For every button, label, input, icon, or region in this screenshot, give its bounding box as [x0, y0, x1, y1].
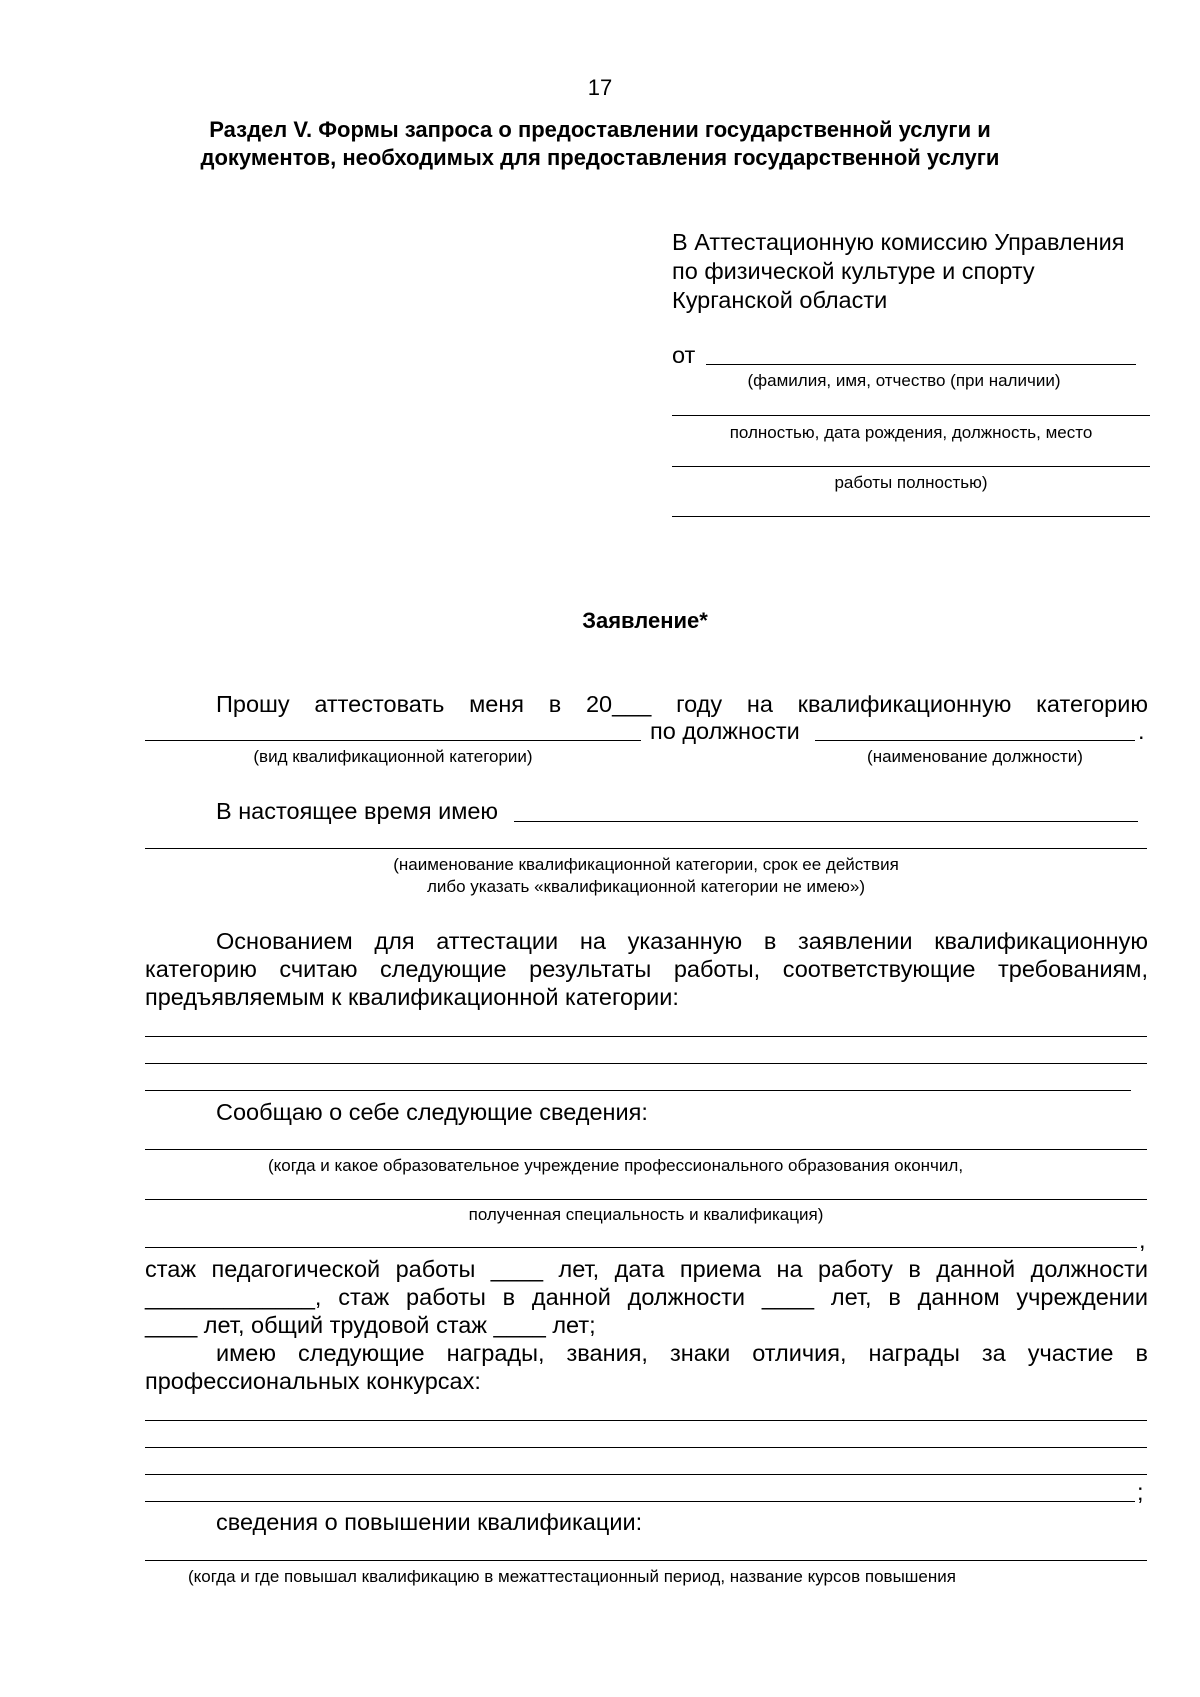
section-title-line2: документов, необходимых для предоставления государственной услуги: [200, 145, 1000, 170]
position-blank[interactable]: [815, 740, 1135, 741]
grounds-blank-2[interactable]: [145, 1063, 1147, 1064]
awards-blank-3[interactable]: [145, 1474, 1147, 1475]
request-line1: Прошу аттестовать меня в 20___ году на квалификационную категорию: [216, 691, 1148, 717]
hint-category: (вид квалификационной категории): [253, 747, 533, 766]
grounds-blank-1[interactable]: [145, 1036, 1147, 1037]
addressee-line1: В Аттестационную комиссию Управления: [672, 229, 1125, 255]
addressee-line2: по физической культуре и спорту: [672, 258, 1035, 284]
qualification-label: сведения о повышении квалификации:: [216, 1509, 643, 1535]
addressee-line3: Курганской области: [672, 287, 888, 313]
experience-line1: стаж педагогической работы ____ лет, дата приема на работу в данной должности: [145, 1256, 1148, 1282]
awards-semicolon: ;: [1137, 1479, 1144, 1505]
grounds-line1: Основанием для аттестации на указанную в заявлении квалификационную: [216, 928, 1148, 954]
request-period: .: [1138, 718, 1145, 744]
about-comma: ,: [1139, 1227, 1146, 1253]
awards-line1: имею следующие награды, звания, знаки отличия, награды за участие в: [216, 1340, 1148, 1366]
current-blank-2[interactable]: [145, 848, 1147, 849]
from-line-3[interactable]: [672, 466, 1150, 467]
from-name-blank[interactable]: [706, 364, 1136, 365]
grounds-line2: категорию считаю следующие результаты работы, соответствующие требованиям,: [145, 956, 1148, 982]
about-blank-1[interactable]: [145, 1149, 1147, 1150]
about-hint-2: полученная специальность и квалификация): [468, 1205, 824, 1224]
from-label: от: [672, 342, 696, 368]
awards-line2: профессиональных конкурсах:: [145, 1368, 481, 1394]
qualification-blank[interactable]: [145, 1560, 1147, 1561]
current-label: В настоящее время имею: [216, 798, 499, 824]
about-blank-2[interactable]: [145, 1199, 1147, 1200]
experience-line2: _____________, стаж работы в данной должности ____ лет, в данном учреждении: [145, 1284, 1148, 1310]
awards-blank-1[interactable]: [145, 1420, 1147, 1421]
about-hint-1: (когда и какое образовательное учреждение профессионального образования окончил,: [268, 1156, 964, 1175]
from-line-4[interactable]: [672, 516, 1150, 517]
category-blank[interactable]: [145, 740, 641, 741]
grounds-blank-3[interactable]: [145, 1090, 1131, 1091]
section-title-line1: Раздел V. Формы запроса о предоставлении государственной услуги и: [209, 117, 991, 142]
page-number: 17: [587, 75, 613, 100]
document-title: Заявление*: [582, 608, 708, 633]
current-blank-1[interactable]: [514, 821, 1138, 822]
from-line-2[interactable]: [672, 415, 1150, 416]
from-hint-1: (фамилия, имя, отчество (при наличии): [747, 371, 1061, 390]
grounds-line3: предъявляемым к квалификационной категории:: [145, 984, 679, 1010]
hint-position: (наименование должности): [867, 747, 1083, 766]
about-label: Сообщаю о себе следующие сведения:: [216, 1099, 648, 1125]
current-hint-2: либо указать «квалификационной категории не имею»): [426, 877, 866, 896]
current-hint-1: (наименование квалификационной категории, срок ее действия: [393, 855, 899, 874]
from-hint-3: работы полностью): [834, 473, 988, 492]
experience-line3: ____ лет, общий трудовой стаж ____ лет;: [145, 1312, 596, 1338]
awards-blank-2[interactable]: [145, 1447, 1147, 1448]
by-position-label: по должности: [650, 718, 800, 744]
from-hint-2: полностью, дата рождения, должность, место: [729, 423, 1093, 442]
qualification-hint: (когда и где повышал квалификацию в межаттестационный период, название курсов повышения: [188, 1567, 956, 1586]
about-blank-3[interactable]: [145, 1247, 1137, 1248]
awards-blank-4[interactable]: [145, 1501, 1135, 1502]
